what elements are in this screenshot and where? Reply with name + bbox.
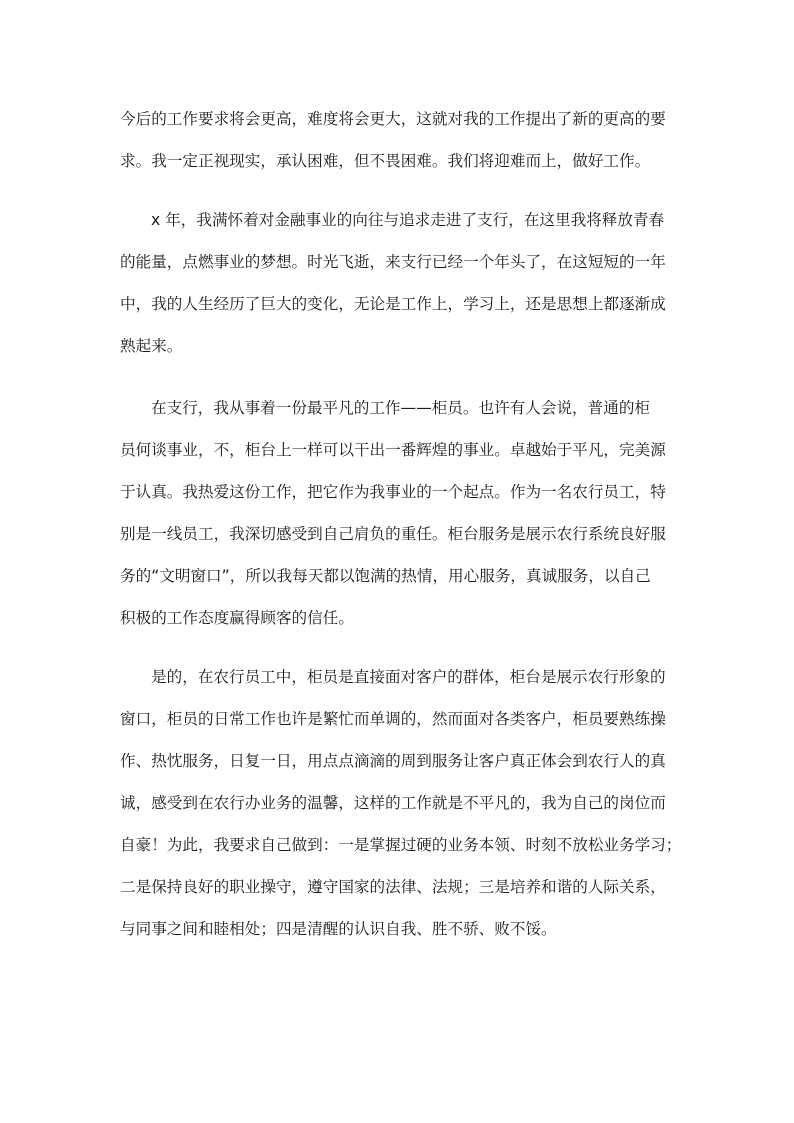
- paragraph-line: 诚，感受到在农行办业务的温馨，这样的工作就是不平凡的，我为自己的岗位而: [120, 794, 666, 812]
- paragraph-line: 今后的工作要求将会更高，难度将会更大，这就对我的工作提出了新的更高的要: [120, 110, 666, 128]
- paragraph-line: 的能量，点燃事业的梦想。时光飞逝，来支行已经一个年头了，在这短短的一年: [120, 253, 666, 271]
- paragraph-line: 于认真。我热爱这份工作，把它作为我事业的一个起点。作为一名农行员工，特: [120, 483, 666, 501]
- paragraph-line: 二是保持良好的职业操守，遵守国家的法律、法规；三是培养和谐的人际关系，: [120, 878, 666, 896]
- paragraph-2: [120, 205, 680, 361]
- paragraph-line: 员何谈事业，不，柜台上一样可以干出一番辉煌的事业。卓越始于平凡，完美源: [120, 441, 666, 459]
- paragraph-line: 作、热忱服务，日复一日，用点点滴滴的周到服务让客户真正体会到农行人的真: [120, 752, 666, 770]
- paragraph-line: 与同事之间和睦相处；四是清醒的认识自我、胜不骄、败不馁。: [120, 920, 557, 938]
- paragraph-line: 自豪！为此，我要求自己做到：一是掌握过硬的业务本领、时刻不放松业务学习；: [120, 836, 682, 854]
- paragraph-line: 别是一线员工，我深切感受到自己肩负的重任。柜台服务是展示农行系统良好服: [120, 525, 666, 543]
- paragraph-line: 窗口，柜员的日常工作也许是繁忙而单调的，然而面对各类客户，柜员要熟练操: [120, 710, 666, 728]
- paragraph-1: [120, 104, 680, 176]
- paragraph-line: 熟起来。: [120, 337, 183, 355]
- paragraph-line: 积极的工作态度赢得顾客的信任。: [120, 609, 354, 627]
- paragraph-line: 中，我的人生经历了巨大的变化，无论是工作上，学习上，还是思想上都逐渐成: [120, 295, 666, 313]
- paragraph-line: 在支行，我从事着一份最平凡的工作——柜员。也许有人会说，普通的柜: [151, 399, 651, 417]
- paragraph-4: [120, 662, 680, 944]
- paragraph-line: x 年，我满怀着对金融事业的向往与追求走进了支行，在这里我将释放青春: [151, 211, 665, 229]
- paragraph-3: [120, 393, 680, 633]
- paragraph-line: 求。我一定正视现实，承认困难，但不畏困难。我们将迎难而上，做好工作。: [120, 152, 651, 170]
- paragraph-line: 是的，在农行员工中，柜员是直接面对客户的群体，柜台是展示农行形象的: [151, 668, 666, 686]
- paragraph-line: 务的“文明窗口”，所以我每天都以饱满的热情，用心服务，真诚服务，以自己: [120, 567, 651, 585]
